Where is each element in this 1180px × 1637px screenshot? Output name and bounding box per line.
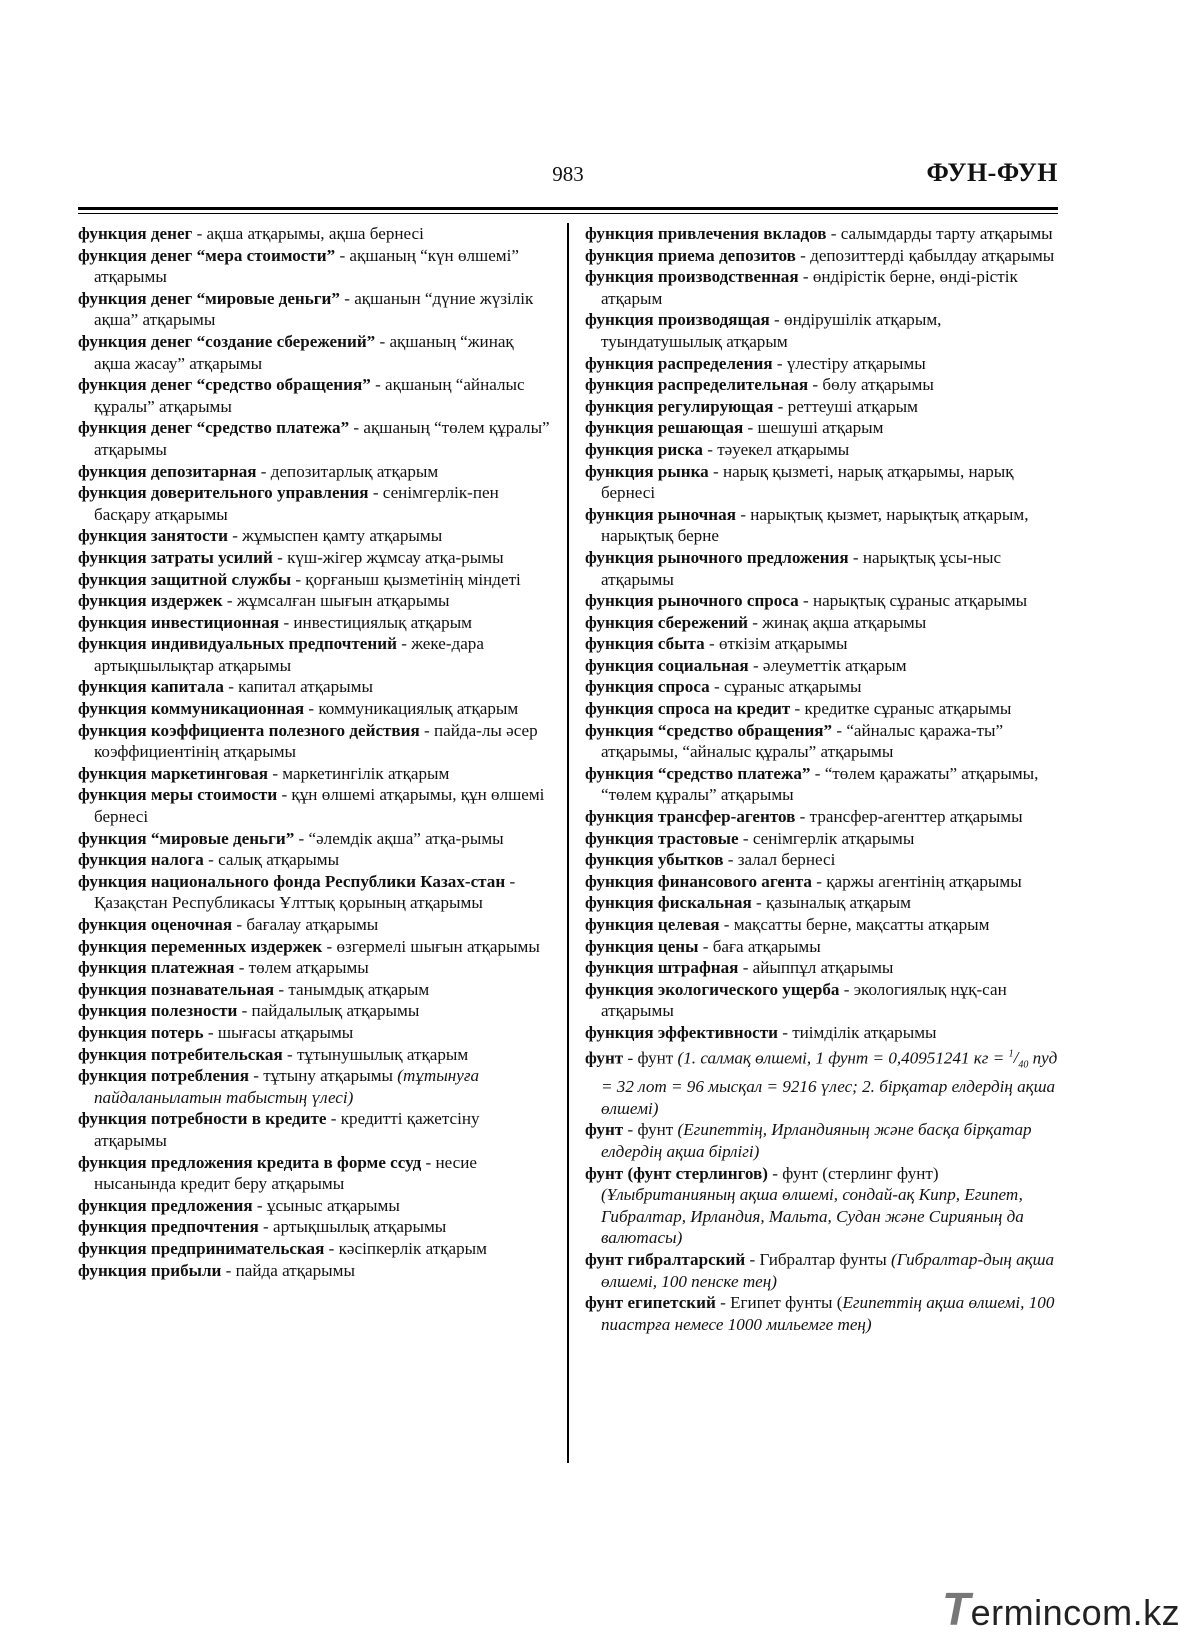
dictionary-entry [78, 590, 550, 612]
entry-note: (Гибралтар-дың ақша өлшемі, 100 пенске тең) [601, 1250, 1055, 1291]
dictionary-entry [78, 676, 550, 698]
entry-definition: - жинақ ақша атқарымы [747, 612, 927, 632]
dictionary-entry [78, 223, 550, 245]
dictionary-entry [78, 979, 550, 1001]
entry-note: Египеттің ақша өлшемі, 100 пиастрға немесе 1000 мильемге тең) [601, 1293, 1055, 1334]
entry-definition: - бөлу атқарымы [808, 375, 934, 395]
entry-definition: - салық атқарымы [203, 850, 340, 870]
entry-definition: - фунт (стерлинг фунт) [767, 1163, 939, 1183]
entry-definition: - тиімділік атқарымы [777, 1022, 937, 1042]
entry-headword: функция фискальная [585, 893, 752, 913]
entry-note-continued: пуд = 32 лот = 96 мысқал = 9216 үлес; 2. бірқатар елдердің ақша өлшемі) [601, 1048, 1058, 1118]
entry-headword: функция риска [585, 439, 703, 459]
dictionary-entry [585, 633, 1060, 655]
entry-definition: - қазыналық атқарым [751, 893, 911, 913]
dictionary-entry [78, 461, 550, 483]
entry-headword: функция индивидуальных предпочтений [78, 634, 397, 654]
entry-definition: - трансфер-агенттер атқарымы [795, 807, 1023, 827]
dictionary-entry [78, 720, 550, 763]
entry-headword: функция денег “мера стоимости” [78, 245, 336, 265]
dictionary-entry [585, 1249, 1060, 1292]
dictionary-entry [585, 266, 1060, 309]
entry-headword: функция рыночного спроса [585, 591, 799, 611]
entry-definition: - шешуші атқарым [743, 418, 884, 438]
entry-headword: функция сбыта [585, 634, 705, 654]
dictionary-entry [78, 288, 550, 331]
dictionary-entry [585, 914, 1060, 936]
entry-headword: функция затраты усилий [78, 547, 273, 567]
entry-definition: - ақшаның “төлем құралы” атқарымы [94, 418, 550, 459]
entry-headword: функция “средство платежа” [585, 763, 811, 783]
entry-note: (1. салмақ өлшемі, 1 фунт = 0,40951241 кг = [677, 1048, 1009, 1068]
dictionary-entry [585, 1022, 1060, 1044]
entry-definition: - Гибралтар фунты [745, 1250, 892, 1269]
logo-text-a: erminc [970, 1592, 1082, 1633]
entry-headword: функция производственная [585, 267, 799, 287]
dictionary-entry [585, 1292, 1060, 1335]
entry-definition: - “төлем қаражаты” атқарымы, “төлем құралы” атқарымы [601, 763, 1039, 805]
dictionary-entry [78, 828, 550, 850]
entry-definition: - танымдық атқарым [274, 979, 430, 999]
entry-headword: функция предложения кредита в форме ссуд [78, 1152, 422, 1172]
entry-definition: - төлем атқарымы [234, 958, 369, 978]
entry-definition: - фунт [623, 1120, 678, 1140]
entry-headword: функция “мировые деньги” [78, 828, 295, 848]
entry-definition: - сенімгерлік-пен басқару атқарымы [94, 483, 499, 524]
entry-headword: функция регулирующая [585, 396, 774, 416]
entry-headword: фунт гибралтарский [585, 1250, 746, 1269]
entry-headword: функция штрафная [585, 958, 739, 978]
entry-definition: - ақшаның “айналыс құралы” атқарымы [94, 375, 525, 416]
entry-definition: - қорғаныш қызметінің міндеті [291, 569, 521, 589]
dictionary-entry [78, 849, 550, 871]
entry-headword: функция распределительная [585, 375, 809, 395]
dictionary-entry [78, 1152, 550, 1195]
entry-headword: фунт (фунт стерлингов) [585, 1163, 768, 1183]
dictionary-entry [78, 612, 550, 634]
entry-headword: функция социальная [585, 655, 749, 675]
entry-definition: - күш-жігер жұмсау атқа-рымы [272, 547, 504, 567]
entry-headword: функция убытков [585, 850, 724, 870]
logo-initial: T [942, 1583, 971, 1635]
entry-fraction: $^1/_{40}$ [1008, 1048, 1029, 1071]
header-rule-thick [78, 207, 1058, 210]
dictionary-entry [78, 1108, 550, 1151]
entry-headword: фунт [585, 1048, 624, 1068]
entry-definition: - өндірістік берне, өнді-рістік атқарым [601, 267, 1018, 308]
dictionary-entry [585, 806, 1060, 828]
logo-o: o [1081, 1592, 1103, 1633]
dictionary-entry [585, 547, 1060, 590]
dictionary-entry [585, 245, 1060, 267]
entry-definition: - бағалау атқарымы [232, 915, 379, 934]
entry-definition: - жұмыспен қамту атқарымы [227, 526, 443, 546]
dictionary-entry [585, 223, 1060, 245]
entry-headword: функция защитной службы [78, 569, 292, 589]
entry-headword: функция производящая [585, 310, 770, 330]
entry-headword: функция потребности в кредите [78, 1109, 327, 1129]
entry-definition: - кредитті қажетсіну атқарымы [94, 1109, 480, 1150]
dictionary-entry [585, 439, 1060, 461]
entry-definition: - ұсыныс атқарымы [252, 1195, 400, 1215]
entry-headword: функция капитала [78, 677, 224, 697]
entry-headword: функция финансового агента [585, 871, 812, 891]
running-head: ФУН-ФУН [926, 158, 1058, 187]
entry-definition: - өндірушілік атқарым, туындатушылық атқарым [601, 310, 942, 351]
entry-definition: - өзгермелі шығын атқарымы [322, 936, 540, 956]
entry-definition: - маркетингілік атқарым [268, 763, 450, 783]
entry-definition: - инвестициялық атқарым [279, 612, 473, 632]
entry-note: (Египеттің, Ирландияның және басқа бірқатар елдердің ақша бірлігі) [601, 1120, 1032, 1162]
entry-headword: функция эффективности [585, 1022, 778, 1042]
entry-definition: - Қазақстан Республикасы Ұлттық қорының атқарымы [94, 871, 516, 913]
dictionary-entry [585, 612, 1060, 634]
entry-headword: функция прибыли [78, 1260, 222, 1280]
dictionary-entry [585, 828, 1060, 850]
entry-headword: функция рыночная [585, 504, 736, 524]
entry-headword: функция потерь [78, 1022, 204, 1042]
entry-definition: - жеке-дара артықшылықтар атқарымы [94, 634, 484, 675]
dictionary-entry [585, 1163, 1060, 1249]
entry-headword: функция денег “мировые деньги” [78, 288, 340, 308]
dictionary-entry [78, 871, 550, 914]
entry-definition: - сұраныс атқарымы [709, 677, 862, 697]
entry-definition: - нарық қызметі, нарық атқарымы, нарық бернесі [601, 461, 1014, 503]
dictionary-entry [585, 374, 1060, 396]
entry-definition: - ақшанын “дүние жүзілік ақша” атқарымы [94, 288, 534, 330]
dictionary-entry [585, 309, 1060, 352]
dictionary-entry [585, 504, 1060, 547]
entry-definition: - депозитарлық атқарым [256, 461, 439, 481]
entry-headword: функция денег “средство обращения” [78, 375, 371, 395]
entry-headword: функция целевая [585, 915, 720, 934]
right-column [585, 223, 1060, 1335]
entry-headword: функция распределения [585, 353, 773, 373]
entry-definition: - құн өлшемі атқарымы, құн өлшемі бернесі [94, 785, 545, 827]
entry-headword: функция трансфер-агентов [585, 807, 796, 827]
entry-headword: функция познавательная [78, 979, 275, 999]
dictionary-entry [585, 655, 1060, 677]
entry-definition: - шығасы атқарымы [203, 1022, 354, 1042]
dictionary-entry [78, 698, 550, 720]
entry-headword: функция маркетинговая [78, 763, 269, 783]
dictionary-entry [78, 763, 550, 785]
entry-definition: - капитал атқарымы [223, 677, 373, 697]
dictionary-entry [78, 1260, 550, 1282]
entry-definition: - баға атқарымы [698, 936, 821, 956]
dictionary-entry [585, 461, 1060, 504]
entry-definition: - ақшаның “күн өлшемі” атқарымы [94, 245, 519, 287]
entry-note: (тұтынуға пайдаланылатын табыстың үлесі) [94, 1066, 480, 1107]
entry-definition: - реттеуші атқарым [773, 396, 918, 416]
entry-headword: функция предпринимательская [78, 1238, 325, 1258]
entry-definition: - ақша атқарымы, ақша бернесі [192, 224, 424, 243]
dictionary-entry [585, 396, 1060, 418]
dictionary-entry [78, 936, 550, 958]
entry-headword: функция экологического ущерба [585, 979, 840, 999]
entry-note: (Ұлыбританияның ақша өлшемі, сондай-ақ Кипр, Египет, Гибралтар, Ирландия, Мальта, Судан және Сирияның да валютасы) [601, 1185, 1024, 1248]
entry-headword: функция налога [78, 850, 204, 870]
entry-headword: функция привлечения вкладов [585, 224, 827, 243]
entry-headword: функция трастовые [585, 828, 739, 848]
dictionary-entry [585, 957, 1060, 979]
dictionary-entry [78, 1044, 550, 1066]
entry-definition: - тұтынушылық атқарым [282, 1044, 469, 1064]
dictionary-entry [78, 1238, 550, 1260]
entry-definition: - нарықтық сұраныс атқарымы [798, 591, 1028, 611]
entry-headword: функция издержек [78, 591, 223, 611]
entry-headword: функция сбережений [585, 612, 748, 632]
entry-definition: - несие нысанында кредит беру атқарымы [94, 1152, 477, 1194]
entry-headword: функция предложения [78, 1195, 253, 1215]
entry-definition: - салымдарды тарту атқарымы [826, 224, 1053, 243]
entry-definition: - мақсатты берне, мақсатты атқарым [719, 915, 990, 934]
entry-headword: функция денег “средство платежа” [78, 418, 350, 438]
dictionary-entry [78, 245, 550, 288]
termincom-logo [942, 1582, 1180, 1636]
entry-headword: функция платежная [78, 958, 235, 978]
dictionary-entry [585, 698, 1060, 720]
entry-definition: - пайда-лы әсер коэффициентінің атқарымы [94, 720, 538, 762]
dictionary-entry [585, 353, 1060, 375]
entry-headword: функция коммуникационная [78, 699, 305, 719]
entry-headword: функция доверительного управления [78, 483, 369, 503]
header-rule-thin [78, 213, 1058, 214]
entry-headword: функция спроса на кредит [585, 699, 791, 719]
dictionary-entry [78, 1022, 550, 1044]
entry-definition: - коммуникациялық атқарым [304, 699, 519, 719]
entry-definition: - фунт [623, 1048, 678, 1068]
entry-definition: - тәуекел атқарымы [702, 439, 850, 459]
fraction-numerator: 1 [1008, 1048, 1014, 1060]
column-divider [567, 223, 569, 1463]
dictionary-entry [585, 1044, 1060, 1120]
entry-headword: функция предпочтения [78, 1217, 259, 1237]
dictionary-entry [585, 892, 1060, 914]
entry-definition: - үлестіру атқарымы [772, 353, 926, 373]
entry-definition: - пайда атқарымы [221, 1260, 355, 1280]
dictionary-entry [78, 482, 550, 525]
dictionary-entry [585, 849, 1060, 871]
dictionary-entry [585, 720, 1060, 763]
dictionary-entry [78, 914, 550, 936]
entry-headword: функция потребления [78, 1066, 249, 1086]
entry-headword: функция национального фонда Республики Казах-стан [78, 871, 506, 891]
dictionary-entry [585, 871, 1060, 893]
entry-definition: - өткізім атқарымы [704, 634, 848, 654]
entry-definition: - ақшаның “жинақ ақша жасау” атқарымы [94, 331, 514, 373]
dictionary-entry [78, 525, 550, 547]
entry-headword: функция денег “создание сбережений” [78, 331, 376, 351]
dictionary-entry [585, 417, 1060, 439]
dictionary-entry [585, 763, 1060, 806]
entry-definition: - депозиттерді қабылдау атқарымы [795, 245, 1055, 265]
entry-headword: функция занятости [78, 526, 228, 546]
entry-headword: функция рыночного предложения [585, 547, 849, 567]
entry-headword: фунт [585, 1120, 624, 1140]
entry-headword: функция инвестиционная [78, 612, 280, 632]
left-column [78, 223, 550, 1281]
entry-headword: функция денег [78, 224, 193, 243]
entry-definition: - артықшылық атқарымы [258, 1217, 447, 1237]
entry-definition: - жұмсалған шығын атқарымы [222, 591, 450, 611]
entry-headword: функция решающая [585, 418, 744, 438]
entry-headword: функция потребительская [78, 1044, 283, 1064]
entry-definition: - әлеуметтік атқарым [748, 655, 907, 675]
dictionary-entry [78, 331, 550, 374]
dictionary-entry [78, 957, 550, 979]
dictionary-entry [78, 1000, 550, 1022]
dictionary-entry [585, 590, 1060, 612]
page-number: 983 [552, 162, 584, 186]
dictionary-entry [585, 936, 1060, 958]
entry-headword: функция рынка [585, 461, 709, 481]
dictionary-entry [78, 547, 550, 569]
dictionary-entry [78, 1216, 550, 1238]
entry-definition: - экологиялық нұқ-сан атқарымы [601, 979, 1007, 1021]
entry-headword: функция коэффициента полезного действия [78, 720, 420, 740]
entry-headword: функция оценочная [78, 915, 233, 934]
entry-definition: - нарықтық қызмет, нарықтық атқарым, нарықтық берне [601, 504, 1029, 546]
entry-definition: - пайдалылық атқарымы [237, 1001, 420, 1021]
dictionary-entry [78, 1065, 550, 1108]
entry-definition: - тұтыну атқарымы [248, 1066, 398, 1086]
dictionary-entry [78, 1195, 550, 1217]
entry-definition: - кәсіпкерлік атқарым [324, 1238, 487, 1258]
entry-definition: - “айналыс қаража-ты” атқарымы, “айналыс құралы” атқарымы [601, 720, 1004, 762]
dictionary-entry [585, 676, 1060, 698]
dictionary-entry [78, 417, 550, 460]
entry-headword: функция спроса [585, 677, 710, 697]
entry-headword: функция депозитарная [78, 461, 257, 481]
entry-definition: - сенімгерлік атқарымы [738, 828, 915, 848]
entry-definition: - Египет фунты ( [715, 1293, 843, 1313]
dictionary-entry [585, 1119, 1060, 1162]
fraction-denominator: 40 [1018, 1059, 1029, 1071]
entry-headword: функция полезности [78, 1001, 238, 1021]
entry-definition: - “әлемдік ақша” атқа-рымы [294, 828, 504, 848]
entry-definition: - қаржы агентінің атқарымы [811, 871, 1022, 891]
entry-definition: - нарықтық ұсы-ныс атқарымы [601, 547, 1002, 589]
entry-headword: функция цены [585, 936, 699, 956]
logo-text-b: m.kz [1102, 1592, 1180, 1633]
dictionary-entry [78, 374, 550, 417]
dictionary-entry [78, 633, 550, 676]
entry-definition: - кредитке сұраныс атқарымы [790, 699, 1012, 719]
entry-headword: функция приема депозитов [585, 245, 796, 265]
entry-headword: фунт египетский [585, 1293, 716, 1313]
entry-headword: функция переменных издержек [78, 936, 323, 956]
entry-definition: - залал бернесі [723, 850, 836, 870]
entry-headword: функция меры стоимости [78, 785, 278, 805]
entry-headword: функция “средство обращения” [585, 720, 833, 740]
entry-definition: - айыппұл атқарымы [738, 958, 894, 978]
dictionary-entry [78, 784, 550, 827]
dictionary-entry [78, 569, 550, 591]
dictionary-entry [585, 979, 1060, 1022]
